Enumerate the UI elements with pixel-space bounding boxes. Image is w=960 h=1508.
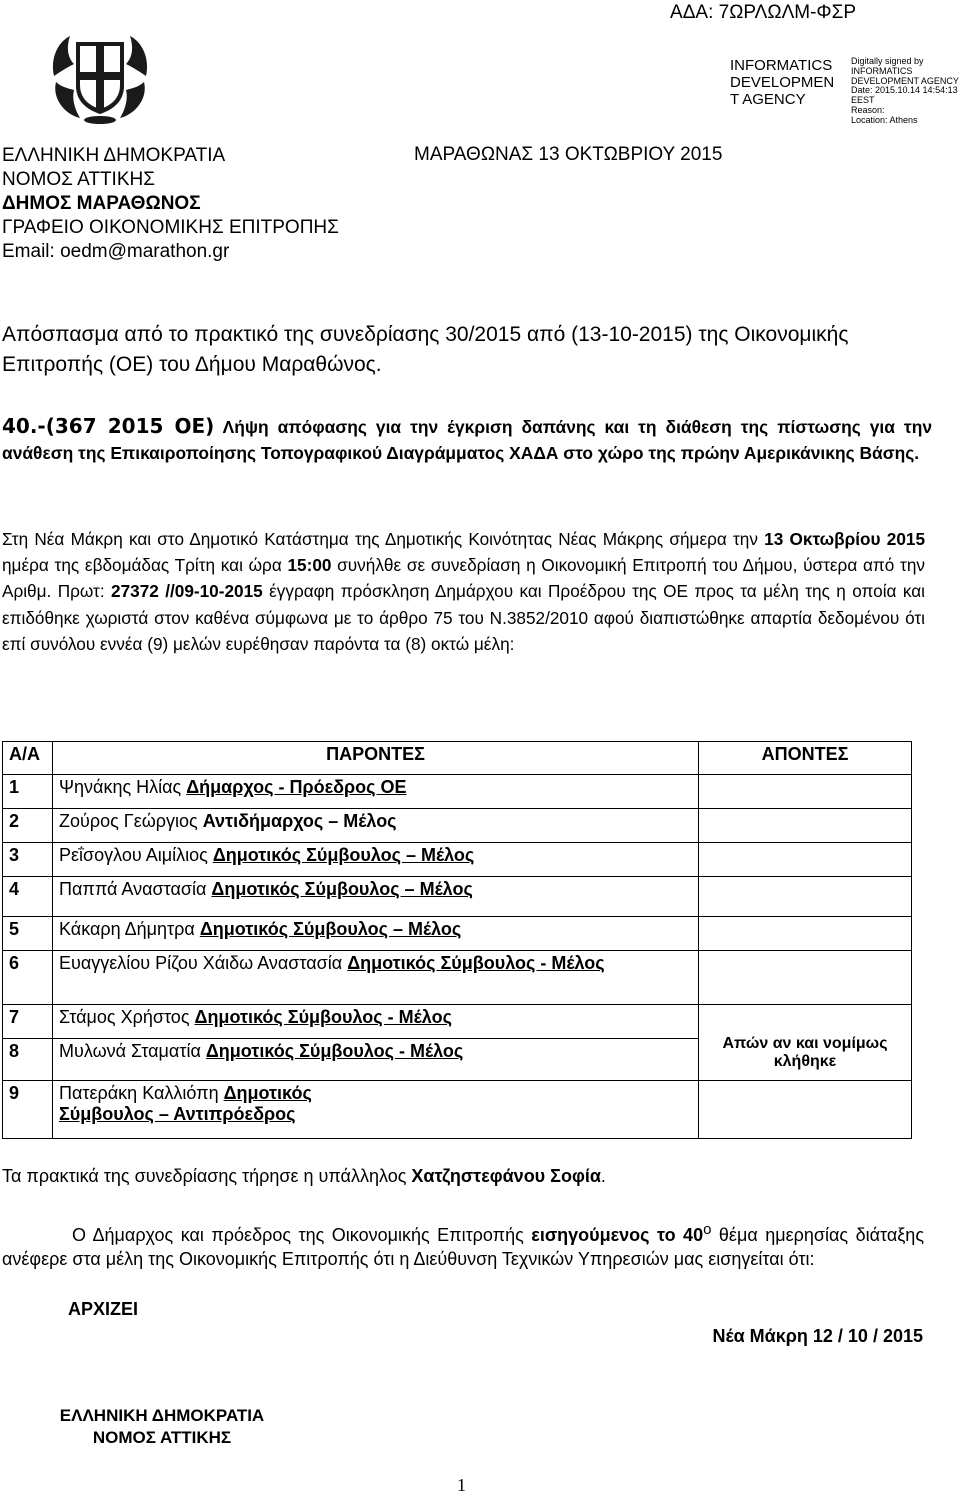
member-cell — [53, 877, 699, 917]
absent-cell — [699, 917, 912, 951]
letterhead-email: Email: oedm@marathon.gr — [2, 241, 230, 262]
absent-cell — [699, 877, 912, 917]
letterhead-country: ΕΛΛΗΝΙΚΗ ΔΗΜΟΚΡΑΤΙΑ — [2, 145, 226, 166]
member-cell — [53, 1081, 699, 1139]
signature-detail-line: Location: Athens — [851, 114, 918, 125]
session-paragraph — [2, 526, 925, 657]
row-number: 8 — [3, 1039, 53, 1081]
session-time: 15:00 — [287, 555, 332, 576]
body-text: συνήλθε σε συνεδρίαση η Οικονομική Επιτροπή του Δήμου, ύστερα από την Αριθμ. Πρωτ: — [2, 555, 925, 602]
minutes-keeper — [2, 1166, 606, 1187]
member-role: Δημοτικός Σύμβουλος – Αντιπρόεδρος — [59, 1083, 312, 1124]
greek-emblem-icon — [46, 28, 154, 124]
absent-cell — [699, 775, 912, 809]
member-cell — [53, 1005, 699, 1039]
footer-letterhead — [48, 1405, 276, 1449]
footer-country: ΕΛΛΗΝΙΚΗ ΔΗΜΟΚΡΑΤΙΑ — [59, 1406, 265, 1425]
decision-subject — [2, 413, 932, 466]
row-number: 1 — [3, 775, 53, 809]
decision-subject-text: Λήψη απόφασης για την έγκριση δαπάνης και τη διάθεση της πίστωσης για την ανάθεση της Επικαιροποίησης Τοπογραφικού Διαγράμματος ΧΑΔΑ στο χώρο της πρώην Αμερικάνικης Βάσης. — [2, 417, 932, 463]
letterhead — [2, 144, 339, 264]
page-number: 1 — [457, 1475, 466, 1495]
signature-detail-line: EEST — [851, 95, 875, 106]
minutes-text: Τα πρακτικά της συνεδρίασης τήρησε η υπάλληλος — [2, 1166, 412, 1186]
session-date: 13 Οκτωβρίου 2015 — [764, 529, 925, 549]
member-role: Δημοτικός Σύμβουλος – Μέλος — [211, 879, 473, 899]
absent-cell — [699, 1081, 912, 1139]
member-role: Δημοτικός Σύμβουλος – Μέλος — [212, 845, 475, 865]
signature-detail-line: Reason: — [851, 104, 885, 115]
absent-cell — [699, 809, 912, 843]
table-row — [3, 1081, 912, 1139]
letterhead-prefecture: ΝΟΜΟΣ ΑΤΤΙΚΗΣ — [2, 169, 155, 190]
signature-detail-line: INFORMATICS — [851, 65, 913, 76]
header-absent: ΑΠΟΝΤΕΣ — [699, 742, 912, 775]
table-row — [3, 1005, 912, 1039]
member-cell — [53, 843, 699, 877]
intro-text: Ο Δήμαρχος και πρόεδρος της Οικονομικής Επιτροπής — [72, 1225, 532, 1245]
row-number: 6 — [3, 951, 53, 1005]
member-role: Δημοτικός Σύμβουλος - Μέλος — [194, 1007, 452, 1027]
signature-detail-line: Date: 2015.10.14 14:54:13 — [851, 85, 958, 96]
table-row — [3, 809, 912, 843]
row-number: 5 — [3, 917, 53, 951]
member-cell — [53, 1039, 699, 1081]
body-text: έγγραφη πρόσκληση Δημάρχου και Προέδρου της ΟΕ προς τα μέλη της η οποία και επιδόθηκε χωριστά στον καθένα σύμφωνα με το άρθρο 75 του Ν.3852/2010 αφού διαπιστώθηκε απαρτία δεδομένου ότι επί συνόλου εννέα (9) μελών ευρέθησαν παρόντα τα (8) οκτώ μέλη: — [2, 581, 926, 654]
member-name: Ζούρος Γεώργιος — [59, 811, 203, 831]
signature-org-line: INFORMATICS — [730, 57, 833, 74]
member-cell — [53, 775, 699, 809]
member-role: Αντιδήμαρχος – Μέλος — [202, 811, 397, 831]
letterhead-date: ΜΑΡΑΘΩΝΑΣ 13 ΟΚΤΩΒΡΙΟΥ 2015 — [414, 144, 723, 165]
member-cell — [53, 917, 699, 951]
row-number: 3 — [3, 843, 53, 877]
absent-cell — [699, 951, 912, 1005]
letterhead-municipality: ΔΗΜΟΣ ΜΑΡΑΘΩΝΟΣ — [2, 193, 201, 214]
table-row — [3, 951, 912, 1005]
absent-note: Απών αν και νομίμως κλήθηκε — [699, 1005, 912, 1081]
place-date: Νέα Μάκρη 12 / 10 / 2015 — [712, 1326, 923, 1346]
table-row — [3, 775, 912, 809]
protocol-number: 27372 //09-10-2015 — [111, 581, 263, 602]
intro-bold: εισηγούμενος το 40 — [531, 1225, 704, 1245]
signature-org-line: T AGENCY — [730, 91, 806, 108]
member-name: Ευαγγελίου Ρίζου Χάιδω Αναστασία — [59, 953, 348, 973]
row-number: 7 — [3, 1005, 53, 1039]
attendance-table — [2, 741, 912, 1139]
header-present: ΠΑΡΟΝΤΕΣ — [53, 742, 699, 775]
signature-details — [851, 57, 959, 126]
table-row — [3, 843, 912, 877]
member-name: Πατεράκη Καλλιόπη — [59, 1083, 224, 1103]
body-text: Στη Νέα Μάκρη και στο Δημοτικό Κατάστημα της Δημοτικής Κοινότητας Νέας Μάκρης σήμερα την — [2, 529, 765, 549]
row-number: 2 — [3, 809, 53, 843]
signature-org-line: DEVELOPMEN — [730, 74, 835, 91]
table-header-row — [3, 742, 912, 775]
table-row — [3, 877, 912, 917]
signature-org — [730, 57, 834, 108]
table-row — [3, 917, 912, 951]
row-number: 4 — [3, 877, 53, 917]
archizei-label: ΑΡΧΙΖΕΙ — [68, 1299, 139, 1319]
document-title: Απόσπασμα από το πρακτικό της συνεδρίασης 30/2015 από (13-10-2015) της Οικονομικής Επιτροπής (ΟΕ) του Δήμου Μαραθώνος. — [2, 323, 849, 376]
member-cell — [53, 809, 699, 843]
minutes-keeper-name: Χατζηστεφάνου Σοφία — [411, 1166, 601, 1186]
member-name: Μυλωνά Σταματία — [59, 1041, 206, 1061]
intro-paragraph — [2, 1218, 924, 1271]
ada-code: ΑΔΑ: 7ΩΡΛΩΛΜ-ΦΣΡ — [670, 2, 856, 23]
member-name: Ρεΐσογλου Αιμίλιος — [59, 845, 213, 865]
member-role: Δημοτικός Σύμβουλος - Μέλος — [347, 953, 605, 973]
body-text: ημέρα της εβδομάδας Τρίτη και ώρα — [2, 555, 288, 576]
letterhead-office: ΓΡΑΦΕΙΟ ΟΙΚΟΝΟΜΙΚΗΣ ΕΠΙΤΡΟΠΗΣ — [2, 217, 339, 238]
header-aa: Α/Α — [3, 742, 53, 775]
member-name: Ψηνάκης Ηλίας — [59, 777, 187, 797]
row-number: 9 — [3, 1081, 53, 1139]
signature-detail-line: DEVELOPMENT AGENCY — [851, 75, 959, 86]
member-name: Στάμος Χρήστος — [59, 1007, 195, 1027]
footer-prefecture: ΝΟΜΟΣ ΑΤΤΙΚΗΣ — [92, 1428, 232, 1447]
member-role: Δήμαρχος - Πρόεδρος ΟΕ — [186, 777, 407, 797]
minutes-end: . — [600, 1166, 606, 1186]
absent-cell — [699, 843, 912, 877]
member-role: Δημοτικός Σύμβουλος – Μέλος — [199, 919, 462, 939]
member-name: Κάκαρη Δήμητρα — [59, 919, 200, 939]
intro-superscript: ο — [703, 1221, 712, 1238]
intro-text: θέμα ημερησίας διάταξης ανέφερε στα μέλη της Οικονομικής Επιτροπής ότι η Διεύθυνση Τεχνικών Υπηρεσιών μας εισηγείται ότι: — [2, 1225, 924, 1269]
member-name: Παππά Αναστασία — [59, 879, 212, 899]
signature-detail-line: Digitally signed by — [851, 56, 924, 66]
member-cell — [53, 951, 699, 1005]
decision-number: 40.-(367 2015 ΟΕ) — [2, 414, 215, 438]
member-role: Δημοτικός Σύμβουλος - Μέλος — [205, 1041, 464, 1061]
